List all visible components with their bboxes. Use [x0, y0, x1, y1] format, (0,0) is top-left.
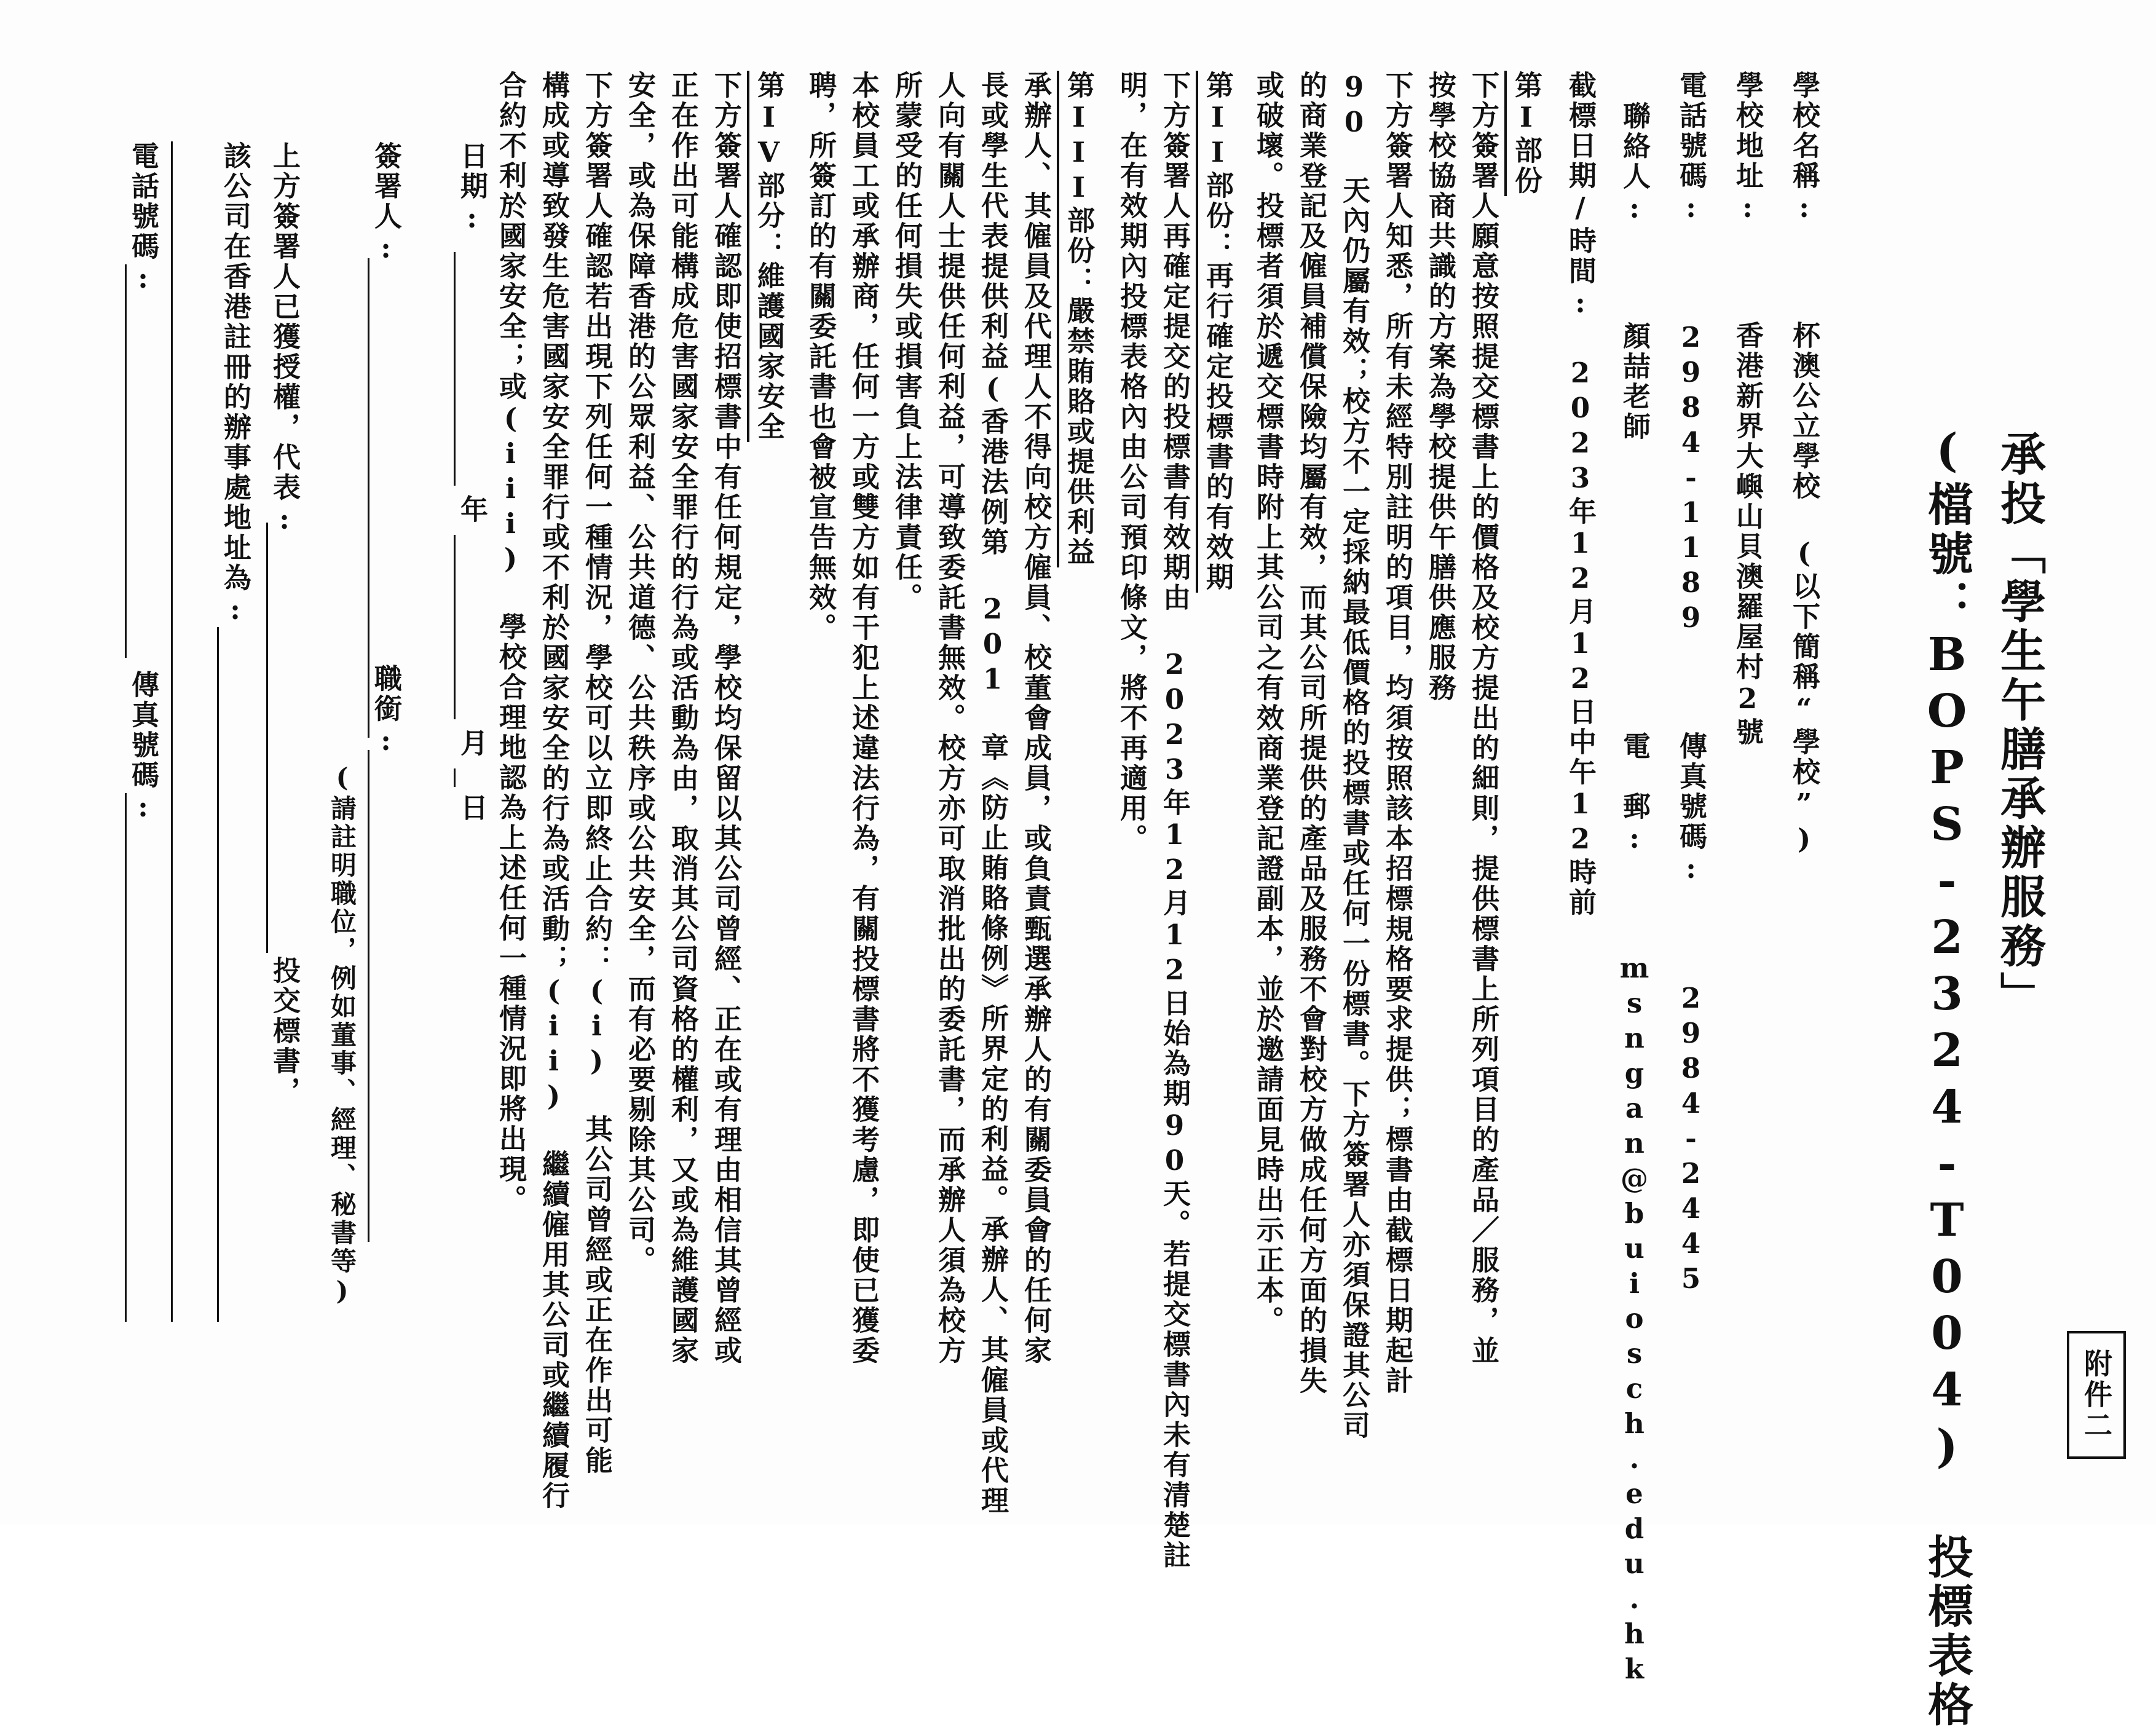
part4-line: 安全，或為保障香港的公眾利益、公共道德、公共秩序或公共安全，而有必要剔除其公司。	[623, 71, 656, 1276]
school-address-value: 香港新界大嶼山貝澳羅屋村2號	[1731, 321, 1764, 748]
school-phone-label: 電話號碼:	[1675, 71, 1707, 226]
phone-line[interactable]	[125, 264, 127, 658]
signer-label: 簽署人:	[369, 141, 402, 267]
part1-line: 90 天內仍屬有效；校方不一定採納最低價格的投標書或任何一份標書。下方簽署人亦須保證其公司	[1338, 71, 1370, 1441]
school-address-label: 學校地址:	[1731, 71, 1764, 226]
address-line-1[interactable]	[217, 627, 219, 1322]
school-name-row	[1790, 71, 1818, 858]
part2-line: 明，在有效期內投標表格內由公司預印條文，將不再適用。	[1115, 71, 1148, 854]
contact-label: 聯絡人:	[1618, 101, 1651, 227]
school-name-label: 學校名稱:	[1788, 71, 1820, 226]
contact-row	[1618, 101, 1651, 442]
part4-line: 下方簽署人確認若出現下列任何一種情況，學校可以立即終止合約：(i) 其公司曾經或正在作出可能	[580, 71, 613, 1476]
company-line[interactable]	[266, 523, 268, 953]
part4-line: 正在作出可能構成危害國家安全罪行的行為或活動為由，取消其公司資格的權利，又或為維護國家	[666, 71, 699, 1366]
part3-line: 所蒙受的任何損失或損害負上法律責任。	[890, 71, 923, 613]
part4-line: 合約不利於國家安全；或(iii) 學校合理地認為上述任何一種情況即將出現。	[494, 71, 527, 1215]
fax-label: 傳真號碼:	[127, 670, 159, 826]
contact-value: 顏喆老師	[1618, 322, 1651, 442]
part3-line: 人向有關人士提供任何利益，可導致委託書無效。校方亦可取消批出的委託書，而承辦人須為校方	[933, 71, 966, 1366]
tender-deadline: 截標日期/時間: 2023年12月12日中午12時前	[1564, 71, 1597, 918]
title-line[interactable]	[368, 750, 369, 1242]
annex-label: 附件二	[2067, 1331, 2126, 1459]
part2-line: 下方簽署人再確定提交的投標書有效期由 2023年12月12日始為期90天。若提交標書內未有清楚註	[1158, 71, 1191, 1571]
address-label: 該公司在香港註冊的辦事處地址為:	[219, 141, 251, 628]
part3-line: 長或學生代表提供利益(香港法例第 201 章《防止賄賂條例》所界定的利益。承辦人、其僱員或代理	[976, 71, 1009, 1516]
part3-heading: 第III部份：嚴禁賄賂或提供利益	[1062, 71, 1095, 567]
year-line[interactable]	[454, 252, 456, 486]
fax-line[interactable]	[125, 793, 127, 1322]
part4-heading: 第IV部分：維護國家安全	[752, 71, 785, 442]
form-title: 承投「學生午膳承辦服務」	[1993, 430, 2046, 1021]
school-phone-row	[1677, 71, 1705, 636]
part3-line: 承辦人、其僱員及代理人不得向校方僱員、校董會成員，或負責甄選承辦人的有關委員會的任何家	[1019, 71, 1052, 1366]
title-note: (請註明職位，例如董事、經理、秘書等)	[327, 762, 357, 1308]
part4-line: 構成或導致發生危害國家安全罪行或不利於國家安全的行為或活動；(ii) 繼續僱用其公司或繼續履行	[537, 71, 570, 1511]
date-year: 年	[456, 495, 488, 525]
month-line[interactable]	[454, 535, 456, 719]
school-address-row	[1731, 71, 1764, 748]
part1-line: 下方簽署人願意按照提交標書上的價格及校方提出的細則，提供標書上所列項目的產品／服務，並	[1467, 71, 1499, 1366]
title-label: 職銜:	[369, 664, 402, 759]
email-label: 電 郵:	[1618, 732, 1651, 857]
authorized-statement: 上方簽署人已獲授權，代表:	[268, 141, 301, 538]
form-reference: (檔號：BOPS-2324-T004) 投標表格	[1921, 424, 1973, 1730]
part3-line: 聘，所簽訂的有關委託書也會被宣告無效。	[804, 71, 837, 643]
day-line[interactable]	[454, 768, 456, 787]
address-line-2[interactable]	[171, 141, 173, 1322]
school-fax-value: 2984-2445	[1675, 982, 1707, 1297]
part1-heading: 第I部份	[1510, 71, 1542, 196]
submit-statement: 投交標書，	[268, 956, 301, 1107]
part1-line: 按學校協商共識的方案為學校提供午膳供應服務	[1424, 71, 1456, 703]
part1-line: 或破壞。投標者須於遞交標書時附上其公司之有效商業登記證副本，並於邀請面見時出示正本。	[1252, 71, 1284, 1336]
date-month: 月	[456, 729, 488, 759]
part1-line: 的商業登記及僱員補償保險均屬有效，而其公司所提供的產品及服務不會對校方做成任何方面的損失	[1295, 71, 1327, 1396]
part1-line: 下方簽署人知悉，所有未經特別註明的項目，均須按照該本招標規格要求提供；標書由截標日期起計	[1381, 71, 1413, 1396]
email-value: msngan@buiosch.edu.hk	[1618, 952, 1651, 1688]
part4-line: 下方簽署人確認即使招標書中有任何規定，學校均保留以其公司曾經、正在或有理由相信其曾經或	[709, 71, 742, 1366]
date-label: 日期:	[456, 141, 488, 237]
school-name-value: 杯澳公立學校 (以下簡稱“學校”)	[1788, 321, 1820, 858]
email-row	[1618, 732, 1651, 1688]
school-fax-row	[1677, 732, 1705, 1297]
date-day: 日	[456, 793, 488, 823]
part2-heading: 第II部份：再行確定投標書的有效期	[1201, 71, 1234, 593]
part3-line: 本校員工或承辦商，任何一方或雙方如有干犯上述違法行為，有關投標書將不獲考慮，即使已獲委	[847, 71, 880, 1366]
phone-label: 電話號碼:	[127, 141, 159, 297]
school-fax-label: 傳真號碼:	[1675, 732, 1707, 887]
school-phone-value: 2984-1189	[1675, 321, 1707, 636]
